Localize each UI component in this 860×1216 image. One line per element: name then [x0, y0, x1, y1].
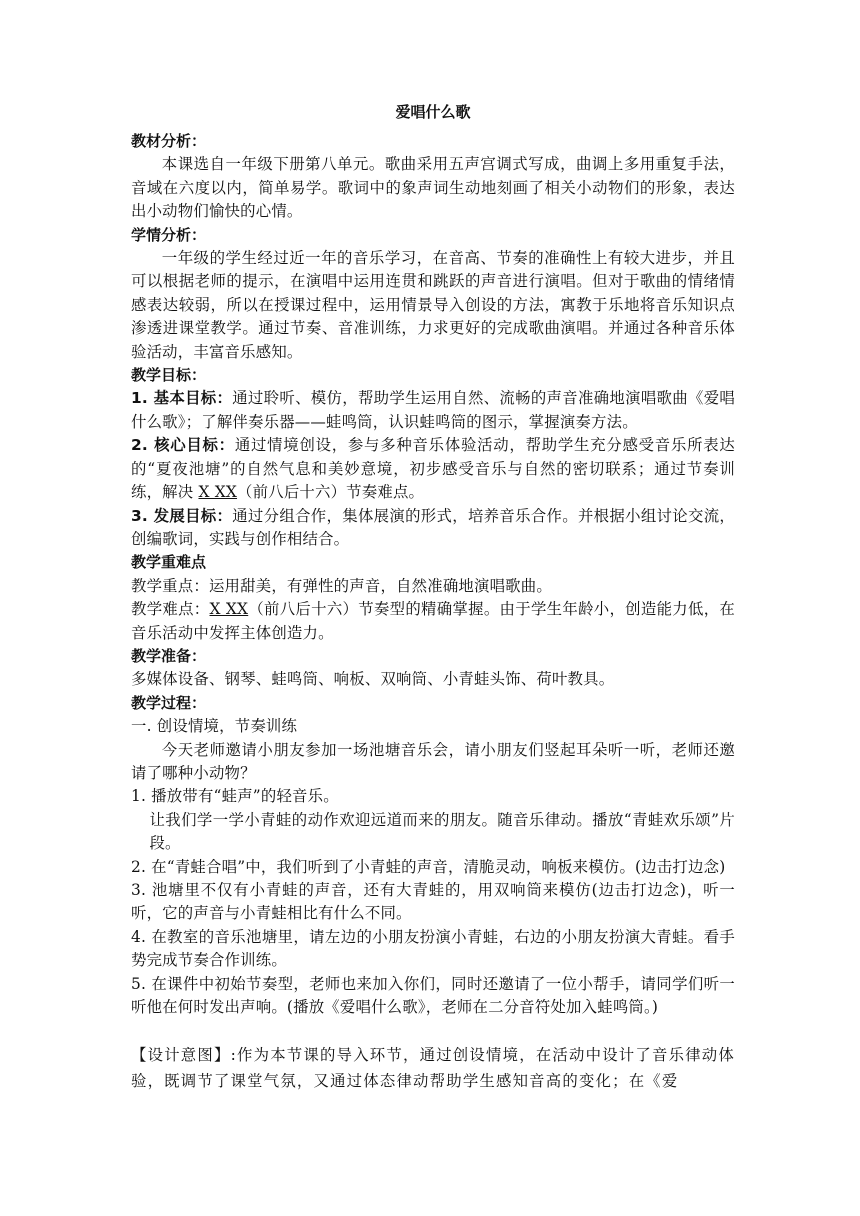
goal-basic [131, 387, 735, 434]
section-heading-keypoints: 教学重难点 [131, 553, 207, 572]
paragraph-material: 本课选自一年级下册第八单元。歌曲采用五声宫调式写成，曲调上多用重复手法，音域在六度以内，简单易学。歌词中的象声词生动地刻画了相关小动物们的形象，表达出小动物们愉快的心情。 [131, 155, 735, 221]
design-intent: 【设计意图】:作为本节课的导入环节，通过创设情境，在活动中设计了音乐律动体验，既调节了课堂气氛，又通过体态律动帮助学生感知音高的变化；在《爱 [131, 1046, 735, 1091]
goal-core-text: 通过情境创设，参与多种音乐体验活动，帮助学生充分感受音乐所表达的“夏夜池塘”的自然气息和美妙意境，初步感受音乐与自然的密切联系；通过节奏训练，解决 [131, 436, 736, 502]
paragraph-students: 一年级的学生经过近一年的音乐学习，在音高、节奏的准确性上有较大进步，并且可以根据老师的提示，在演唱中运用连贯和跳跃的声音进行演唱。但对于歌曲的情绪情感表达较弱，所以在授课过程中，运用情景导入创设的方法，寓教于乐地将音乐知识点渗透进课堂教学。通过节奏、音准训练，力求更好的完成歌曲演唱。并通过各种音乐体验活动，丰富音乐感知。 [131, 249, 735, 361]
section-heading-goals: 教学目标： [131, 366, 207, 385]
section-heading-material: 教材分析： [131, 132, 207, 150]
section-heading-process: 教学过程： [131, 693, 207, 712]
process-item-2: 2. 在“青蛙合唱”中，我们听到了小青蛙的声音，清脆灵动，响板来模仿。(边击打边念) [131, 857, 726, 876]
section-heading-preparation: 教学准备： [131, 646, 207, 665]
process-item-5: 5. 在课件中初始节奏型，老师也来加入你们，同时还邀请了一位小帮手，请同学们听一听他在何时发出声响。(播放《爱唱什么歌》，老师在二分音符处加入蛙鸣筒。) [131, 974, 735, 1017]
difficult-point [131, 598, 735, 645]
process-step-1: 一. 创设情境，节奏训练 [131, 717, 298, 736]
rhythm-notation: X XX [209, 600, 249, 619]
process-item-3: 3. 池塘里不仅有小青蛙的声音，还有大青蛙的，用双响筒来模仿(边击打边念)，听一听，它的声音与小青蛙相比有什么不同。 [131, 881, 735, 923]
goal-core [131, 434, 735, 504]
difficult-point-label: 教学难点： [131, 600, 210, 619]
goal-basic-label: 1. 基本目标： [131, 389, 233, 408]
spacer [131, 1019, 735, 1042]
goal-basic-text: 通过聆听、模仿，帮助学生运用自然、流畅的声音准确地演唱歌曲《爱唱什么歌》；了解伴奏乐器——蛙鸣筒，认识蛙鸣筒的图示，掌握演奏方法。 [131, 389, 735, 431]
process-intro: 今天老师邀请小朋友参加一场池塘音乐会，请小朋友们竖起耳朵听一听，老师还邀请了哪种小动物？ [131, 740, 735, 782]
process-item-1: 1. 播放带有“蛙声”的轻音乐。 [131, 787, 339, 806]
preparation-list: 多媒体设备、钢琴、蛙鸣筒、响板、双响筒、小青蛙头饰、荷叶教具。 [131, 670, 615, 689]
document-body [131, 100, 735, 1094]
page-title: 爱唱什么歌 [395, 103, 471, 121]
difficult-point-text: （前八后十六）节奏型的精确掌握。由于学生年龄小，创造能力低，在音乐活动中发挥主体创造力。 [131, 600, 735, 642]
process-item-4: 4. 在教室的音乐池塘里，请左边的小朋友扮演小青蛙，右边的小朋友扮演大青蛙。看手势完成节奏合作训练。 [131, 927, 735, 970]
key-point: 教学重点：运用甜美，有弹性的声音，自然准确地演唱歌曲。 [131, 576, 552, 595]
goal-develop-label: 3. 发展目标： [131, 506, 233, 525]
rhythm-notation: X XX [198, 483, 238, 502]
goal-core-tail: （前八后十六）节奏难点。 [237, 483, 425, 502]
process-item-1-detail: 让我们学一学小青蛙的动作欢迎远道而来的朋友。随音乐律动。播放“青蛙欢乐颂”片段。 [149, 810, 735, 853]
section-heading-students: 学情分析： [131, 225, 207, 244]
goal-core-label: 2. 核心目标： [131, 436, 235, 455]
goal-develop-text: 通过分组合作，集体展演的形式，培养音乐合作。并根据小组讨论交流，创编歌词，实践与创作相结合。 [131, 506, 735, 548]
goal-develop [131, 505, 735, 552]
